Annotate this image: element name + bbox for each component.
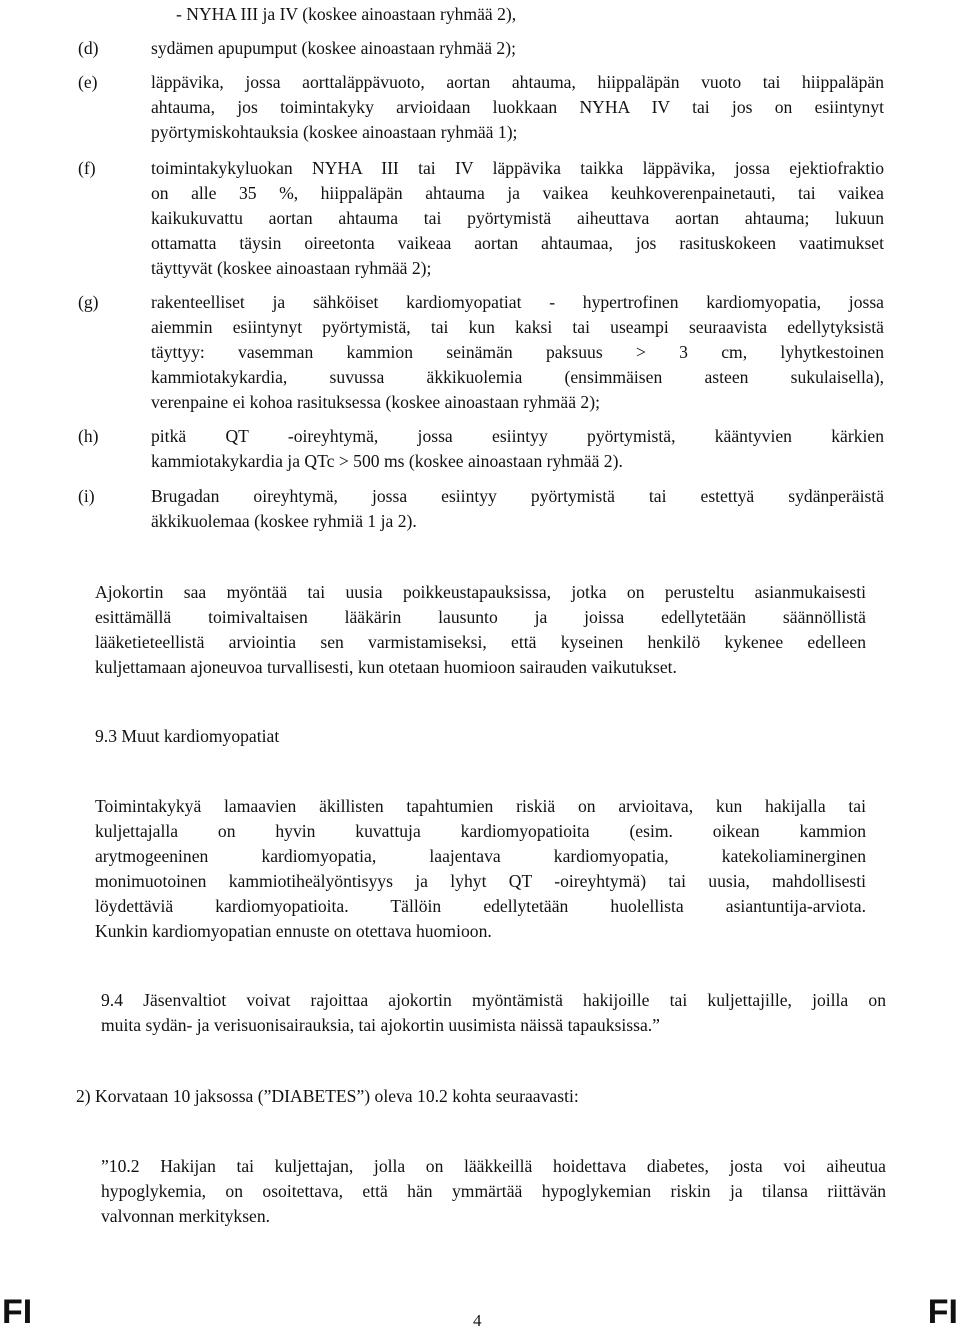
text-line: hypoglykemia, on osoitettava, että hän ymmärtää hypoglykemian riskin ja tilansa riittävän <box>101 1181 886 1201</box>
text-line: rakenteelliset ja sähköiset kardiomyopatiat - hypertrofinen kardiomyopatia, jossa <box>151 292 884 312</box>
text-line: löydettäviä kardiomyopatioita. Tällöin edellytetään huolellista asiantuntija-arviota. <box>95 896 866 916</box>
section-heading-9-3: 9.3 Muut kardiomyopatiat <box>95 726 280 746</box>
text-line: täyttyvät (koskee ainoastaan ryhmää 2); <box>151 258 432 278</box>
item-label-f: (f) <box>78 158 96 178</box>
item-text-g <box>151 290 884 415</box>
text-line: läppävika, jossa aorttaläppävuoto, aortan ahtauma, hiippaläpän vuoto tai hiippaläpän <box>151 72 884 92</box>
text-line: Ajokortin saa myöntää tai uusia poikkeustapauksissa, jotka on perusteltu asianmukaisesti <box>95 582 866 602</box>
section-9-4-paragraph <box>101 988 886 1038</box>
page-number: 4 <box>473 1311 482 1330</box>
item-label-i: (i) <box>78 486 95 506</box>
text-line: kaikukuvattu aortan ahtauma tai pyörtymistä aiheuttava aortan ahtauma; lukuun <box>151 208 884 228</box>
text-line: toimintakykyluokan NYHA III tai IV läppävika taikka läppävika, jossa ejektiofraktio <box>151 158 884 178</box>
text-line: 9.4 Jäsenvaltiot voivat rajoittaa ajokortin myöntämistä hakijoille tai kuljettajille, joilla on <box>101 990 886 1010</box>
text-line: lääketieteellistä arviointia sen varmistamiseksi, että kyseinen henkilö kykenee edelleen <box>95 632 866 652</box>
item-label-e: (e) <box>78 72 98 92</box>
text-line: kammiotakykardia ja QTc > 500 ms (koskee ainoastaan ryhmää 2). <box>151 451 623 471</box>
item-text-e <box>151 70 884 145</box>
text-line: pitkä QT -oireyhtymä, jossa esiintyy pyörtymistä, kääntyvien kärkien <box>151 426 884 446</box>
item-label-d: (d) <box>78 38 99 58</box>
text-line: täyttyy: vasemman kammion seinämän paksuus > 3 cm, lyhytkestoinen <box>151 342 884 362</box>
footer-language-code-right: FI <box>927 1293 958 1331</box>
exception-paragraph <box>95 580 866 680</box>
section-9-3-paragraph <box>95 794 866 944</box>
footer-language-code-left: FI <box>2 1293 33 1331</box>
section-10-2-paragraph <box>101 1154 886 1229</box>
item-text-h <box>151 424 884 474</box>
text-line: on alle 35 %, hiippaläpän ahtauma ja vaikea keuhkoverenpainetauti, tai vaikea <box>151 183 884 203</box>
text-line: kuljettamaan ajoneuvoa turvallisesti, kun otetaan huomioon sairauden vaikutukset. <box>95 657 677 677</box>
text-line: kammiotakykardia, suvussa äkkikuolemia (ensimmäisen asteen sukulaisella), <box>151 367 884 387</box>
text-line: valvonnan merkityksen. <box>101 1206 271 1226</box>
text-line: arytmogeeninen kardiomyopatia, laajentava kardiomyopatia, katekoliaminerginen <box>95 846 866 866</box>
text-line: Toimintakykyä lamaavien äkillisten tapahtumien riskiä on arvioitava, kun hakijalla tai <box>95 796 866 816</box>
text-line: pyörtymiskohtauksia (koskee ainoastaan ryhmää 1); <box>151 122 518 142</box>
item-text-f <box>151 156 884 281</box>
text-line: kuljettajalla on hyvin kuvattuja kardiomyopatioita (esim. oikean kammion <box>95 821 866 841</box>
text-line: Brugadan oireyhtymä, jossa esiintyy pyörtymistä tai estettyä sydänperäistä <box>151 486 884 506</box>
text-line: muita sydän- ja verisuonisairauksia, tai ajokortin uusimista näissä tapauksissa.” <box>101 1015 660 1035</box>
text-line: sydämen apupumput (koskee ainoastaan ryhmää 2); <box>151 38 516 58</box>
text-line: äkkikuolemaa (koskee ryhmiä 1 ja 2). <box>151 511 417 531</box>
text-line: esittämällä toimivaltaisen lääkärin lausunto ja joissa edellytetään säännöllistä <box>95 607 866 627</box>
item-label-g: (g) <box>78 292 99 312</box>
text-line: ”10.2 Hakijan tai kuljettajan, jolla on lääkkeillä hoidettava diabetes, josta voi aiheutua <box>101 1156 886 1176</box>
amendment-2-line: 2) Korvataan 10 jaksossa (”DIABETES”) oleva 10.2 kohta seuraavasti: <box>76 1086 579 1106</box>
text-line: ahtauma, jos toimintakyky arvioidaan luokkaan NYHA IV tai jos on esiintynyt <box>151 97 884 117</box>
text-line: ottamatta täysin oireetonta vaikeaa aortan ahtaumaa, jos rasituskokeen vaatimukset <box>151 233 884 253</box>
item-label-h: (h) <box>78 426 99 446</box>
list-intro-line: - NYHA III ja IV (koskee ainoastaan ryhmää 2), <box>176 4 517 24</box>
text-line: aiemmin esiintynyt pyörtymistä, tai kun kaksi tai useampi seuraavista edellytyksistä <box>151 317 884 337</box>
item-text-i <box>151 484 884 534</box>
text-line: verenpaine ei kohoa rasituksessa (koskee ainoastaan ryhmää 2); <box>151 392 600 412</box>
text-line: monimuotoinen kammiotiheälyöntisyys ja lyhyt QT -oireyhtymä) tai uusia, mahdollisesti <box>95 871 866 891</box>
item-text-d <box>151 36 884 61</box>
text-line: Kunkin kardiomyopatian ennuste on otettava huomioon. <box>95 921 492 941</box>
